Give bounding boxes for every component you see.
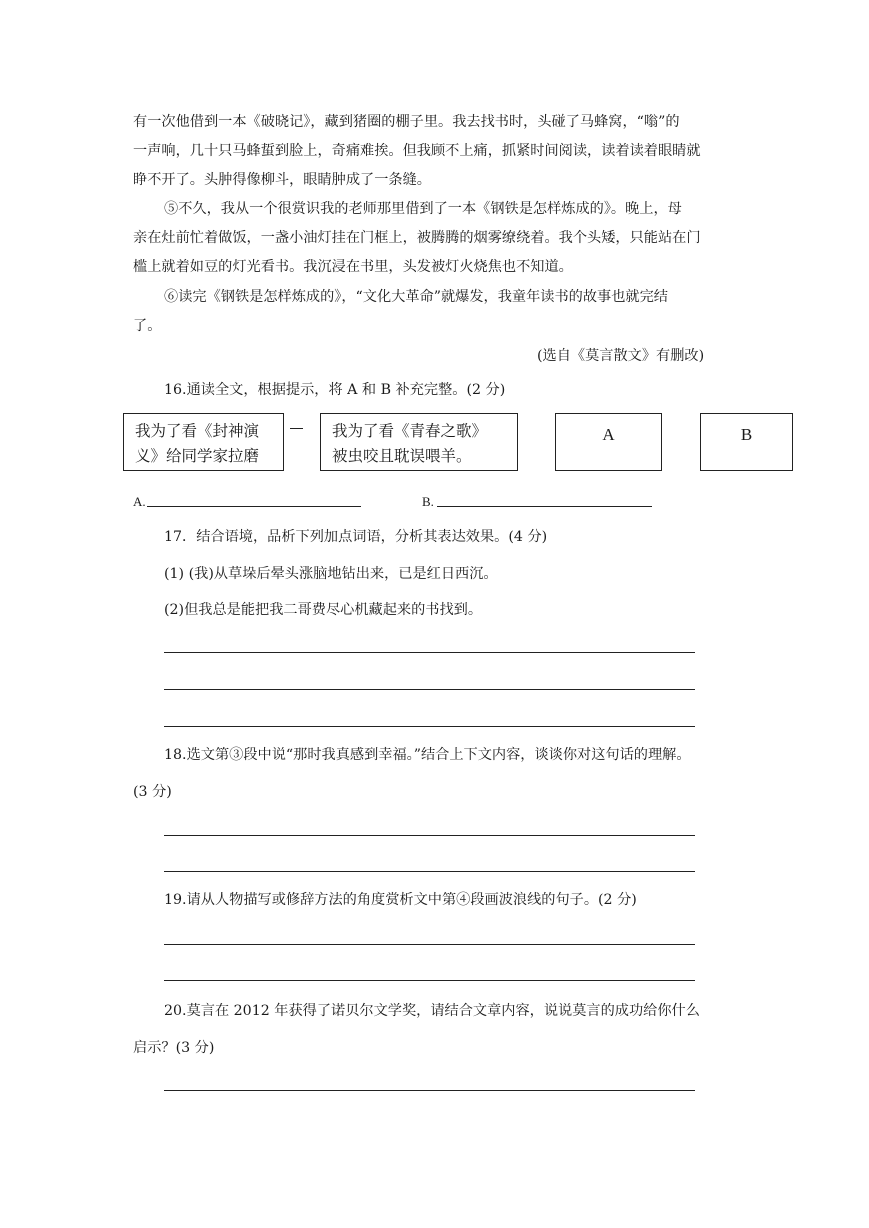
answer-line[interactable] [164, 726, 695, 727]
answer-b-label: B. [422, 494, 434, 509]
flow-box-1-line: 义》给同学家拉磨 [135, 447, 260, 465]
paragraph-5: ⑤不久，我从一个很赏识我的老师那里借到了一本《钢铁是怎样炼成的》。晚上，母 [164, 201, 682, 217]
flow-box-2 [320, 413, 518, 471]
question-16-prompt: 16.通读全文，根据提示，将 A 和 B 补充完整。(2 分) [164, 382, 506, 398]
flow-connector [290, 428, 303, 429]
paragraph-6: ⑥读完《钢铁是怎样炼成的》，“文化大革命”就爆发，我童年读书的故事也就完结 [164, 289, 668, 305]
passage-line: 亲在灶前忙着做饭，一盏小油灯挂在门框上，被腾腾的烟雾缭绕着。我个头矮，只能站在门 [133, 230, 701, 246]
source-citation: (选自《莫言散文》有删改) [537, 348, 705, 364]
flow-box-1 [123, 413, 284, 471]
flow-box-1-text [135, 419, 259, 469]
answer-line[interactable] [164, 652, 695, 653]
flow-box-2-text [332, 419, 487, 469]
question-20-prompt-cont: 启示？(3 分) [133, 1040, 215, 1056]
answer-b-line[interactable] [437, 506, 652, 507]
passage-line: 槛上就着如豆的灯光看书。我沉浸在书里，头发被灯火烧焦也不知道。 [133, 259, 573, 275]
question-20-prompt: 20.莫言在 2012 年获得了诺贝尔文学奖，请结合文章内容，说说莫言的成功给你什么 [164, 1003, 700, 1019]
flow-box-2-line: 我为了看《青春之歌》 [332, 422, 488, 440]
answer-line[interactable] [164, 835, 695, 836]
answer-line[interactable] [164, 689, 695, 690]
question-17-prompt: 17．结合语境，品析下列加点词语，分析其表达效果。(4 分) [164, 529, 548, 545]
question-19-prompt: 19.请从人物描写或修辞方法的角度赏析文中第④段画波浪线的句子。(2 分) [164, 892, 637, 908]
answer-line[interactable] [164, 944, 695, 945]
question-17-item-2: (2)但我总是能把我二哥费尽心机藏起来的书找到。 [164, 602, 483, 618]
passage-line: 一声响，几十只马蜂蜇到脸上，奇痛难挨。但我顾不上痛，抓紧时间阅读，读着读着眼睛就 [133, 143, 701, 159]
flow-box-a [555, 413, 662, 471]
answer-a-line[interactable] [147, 506, 361, 507]
question-18-prompt: 18.选文第③段中说“那时我真感到幸福。”结合上下文内容，谈谈你对这句话的理解。 [164, 747, 691, 763]
flow-box-1-line: 我为了看《封神演 [135, 422, 260, 440]
flow-box-b [700, 413, 793, 471]
answer-line[interactable] [164, 980, 695, 981]
answer-line[interactable] [164, 871, 695, 872]
flow-box-2-line: 被虫咬且耽误喂羊。 [332, 447, 472, 465]
answer-line[interactable] [164, 1090, 695, 1091]
passage-line: 睁不开了。头肿得像柳斗，眼睛肿成了一条缝。 [133, 172, 431, 188]
answer-a-label: A. [133, 494, 146, 509]
passage-line: 了。 [133, 318, 162, 334]
passage-line: 有一次他借到一本《破晓记》，藏到猪圈的棚子里。我去找书时，头碰了马蜂窝，“嗡”的 [133, 114, 680, 130]
question-17-item-1: (1) (我)从草垛后晕头涨脑地钻出来，已是红日西沉。 [164, 566, 498, 582]
question-18-points: (3 分) [133, 784, 172, 800]
flow-box-a-label: A [602, 425, 615, 444]
flow-box-b-label: B [740, 425, 753, 444]
